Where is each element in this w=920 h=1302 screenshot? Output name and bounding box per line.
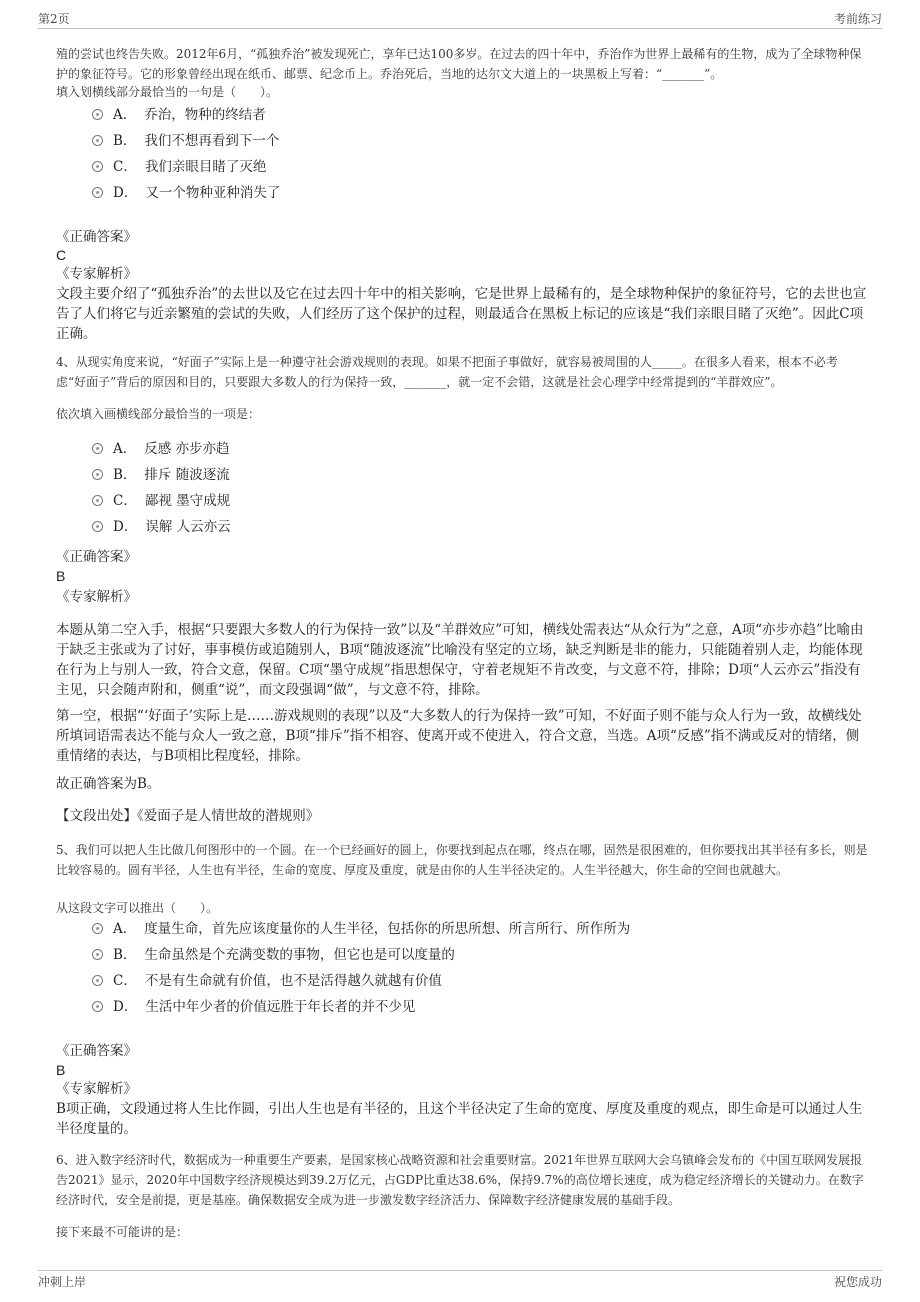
analysis-title: 《专家解析》 [56,589,137,605]
radio-icon[interactable] [92,109,103,120]
radio-icon[interactable] [92,161,103,172]
question-6-text: 6、进入数字经济时代，数据成为一种重要生产要素，是国家核心战略资源和社会重要财富。2021年世界互联网大会乌镇峰会发布的《中国互联网发展报告2021》显示，2020年中国数字经济规模达到39.2万亿元，占GDP比重达38.6%，保持9.7%的高位增长速度，成为稳定经济增长的关键动力。在数字经济时代，安全是前提，更是基座。确保数据安全成为进一步激发数字经济活力、保障数字经济健康发展的基础手段。 [56,1153,864,1207]
option-c[interactable]: C． 我们亲眼目睹了灭绝 [92,154,280,180]
option-c[interactable]: C． 不是有生命就有价值，也不是活得越久就越有价值 [92,968,630,994]
question-4-options [92,436,231,540]
analysis-text: B项正确，文段通过将人生比作圆，引出人生也是有半径的，且这个半径决定了生命的宽度、厚度及重度的观点，即生命是可以通过人生半径度量的。 [56,1101,863,1137]
analysis-title: 《专家解析》 [56,266,137,282]
radio-icon[interactable] [92,469,103,480]
question-3-prompt: 填入划横线部分最恰当的一句是（ ）。 [56,85,279,99]
answer-title: 《正确答案》 [56,1043,137,1059]
option-b[interactable]: B． 生命虽然是个充满变数的事物，但它也是可以度量的 [92,942,630,968]
answer-title: 《正确答案》 [56,549,137,565]
answer-value: B [56,568,66,584]
question-3-text: 殖的尝试也终告失败。2012年6月，“孤独乔治”被发现死亡，享年已达100多岁。在过去的四十年中，乔治作为世界上最稀有的生物，成为了全球物种保护的象征符号。它的形象曾经出现在纸币、邮票、纪念币上。乔治死后，当地的达尔文大道上的一块黑板上写着：“_______”。 [56,47,862,81]
answer-value: C [56,247,67,263]
option-a[interactable]: A． 度量生命，首先应该度量你的人生半径，包括你的所思所想、所言所行、所作所为 [92,916,630,942]
question-5-text: 5、我们可以把人生比做几何图形中的一个圆。在一个已经画好的圆上，你要找到起点在哪，终点在哪，固然是很困难的，但你要找出其半径有多长，则是比较容易的。圆有半径，人生也有半径，生命的宽度、厚度及重度，就是由你的人生半径决定的。人生半径越大，你生命的空间也就越大。 [56,843,868,877]
header-title: 考前练习 [833,12,882,26]
option-b[interactable]: B． 排斥 随波逐流 [92,462,231,488]
radio-icon[interactable] [92,949,103,960]
radio-icon[interactable] [92,187,103,198]
option-a[interactable]: A． 乔治，物种的终结者 [92,102,280,128]
question-5-options [92,916,630,1020]
page-header [38,10,882,29]
analysis-text: 文段主要介绍了“孤独乔治”的去世以及它在过去四十年中的相关影响，它是世界上最稀有的，是全球物种保护的象征符号，它的去世也宣告了人们将它与近亲繁殖的尝试的失败，人们经历了这个保护的过程，则最适合在黑板上标记的应该是“我们亲眼目睹了灭绝”。因此C项正确。 [56,286,867,342]
question-4-text: 4、从现实角度来说，“好面子”实际上是一种遵守社会游戏规则的表现。如果不把面子事做好，就容易被周围的人_____。在很多人看来，根本不必考虑“好面子”背后的原因和目的，只要跟大多数人的行为保持一致，_______，就一定不会错，这就是社会心理学中经常提到的“羊群效应”。 [56,355,838,389]
analysis-title: 《专家解析》 [56,1081,137,1097]
question-6-prompt: 接下来最不可能讲的是： [56,1225,189,1239]
radio-icon[interactable] [92,495,103,506]
source-citation: 【文段出处】《爱面子是人情世故的潜规则》 [56,808,320,824]
question-3-options [92,102,280,206]
option-d[interactable]: D． 生活中年少者的价值远胜于年长者的并不少见 [92,994,630,1020]
radio-icon[interactable] [92,521,103,532]
answer-value: B [56,1062,66,1078]
radio-icon[interactable] [92,1001,103,1012]
option-a[interactable]: A． 反感 亦步亦趋 [92,436,231,462]
page-number: 第2页 [38,12,70,26]
option-d[interactable]: D． 又一个物种亚种消失了 [92,180,280,206]
answer-title: 《正确答案》 [56,229,137,245]
radio-icon[interactable] [92,975,103,986]
footer-left-text: 冲刺上岸 [38,1275,87,1289]
question-5-prompt: 从这段文字可以推出（ ）。 [56,901,219,915]
analysis-paragraph-1: 本题从第二空入手，根据“只要跟大多数人的行为保持一致”以及“羊群效应”可知，横线处需表达“从众行为”之意，A项“亦步亦趋”比喻由于缺乏主张或为了讨好，事事模仿或追随别人，B项“随波逐流”比喻没有坚定的立场，缺乏判断是非的能力，只能随着别人走，均能体现在行为上与别人一致，符合文意，保留。C项“墨守成规”指思想保守，守着老规矩不肯改变，与文意不符，排除；D项“人云亦云”指没有主见，只会随声附和，侧重“说”，而文段强调“做”，与文意不符，排除。 [56,622,864,698]
option-b[interactable]: B． 我们不想再看到下一个 [92,128,280,154]
radio-icon[interactable] [92,923,103,934]
page-footer [38,1270,882,1291]
option-c[interactable]: C． 鄙视 墨守成规 [92,488,231,514]
footer-right-text: 祝您成功 [833,1275,882,1289]
radio-icon[interactable] [92,443,103,454]
analysis-paragraph-2: 第一空，根据“‘好面子’实际上是……游戏规则的表现”以及“大多数人的行为保持一致”可知，不好面子则不能与众人行为一致，故横线处所填词语需表达不能与众人一致之意，B项“排斥”指不相容、使离开或不使进入，符合文意，当选。A项“反感”指不满或反对的情绪，侧重情绪的表达，与B项相比程度轻，排除。 [56,708,862,764]
question-4-prompt: 依次填入画横线部分最恰当的一项是： [56,407,261,421]
radio-icon[interactable] [92,135,103,146]
analysis-conclusion: 故正确答案为B。 [56,776,161,792]
option-d[interactable]: D． 误解 人云亦云 [92,514,231,540]
